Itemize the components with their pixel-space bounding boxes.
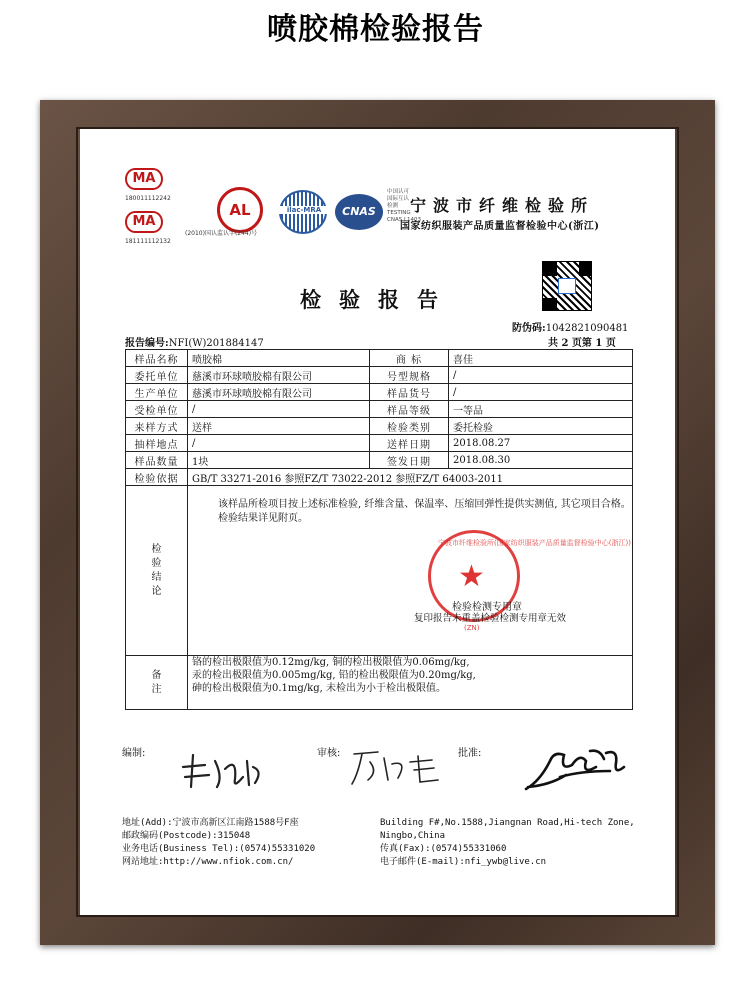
field-value: 1块 [188,452,370,469]
field-label: 号型规格 [370,367,449,384]
field-label: 样品名称 [126,350,188,367]
page-title: 喷胶棉检验报告 [267,12,484,47]
ma-logo-icon: MA [125,168,163,190]
table-row [126,418,633,435]
field-value: 喜佳 [449,350,633,367]
field-label: 样品数量 [126,452,188,469]
field-label: 委托单位 [126,367,188,384]
conclusion-text: 该样品所检项目按上述标准检验, 纤维含量、保温率、压缩回弹性提供实测值, 其它项目合格。 [218,499,631,510]
footer-left: 地址(Add):宁波市高新区江南路1588号F座 邮政编码(Postcode):315048 业务电话(Business Tel):(0574)55331020 网站地址:http://www.nfiok.com.cn/ [122,818,316,867]
field-value: / [449,384,633,401]
seal-label: 检验检测专用章 [452,602,522,613]
qr-center-mark [558,278,576,294]
anti-fake-code: 防伪码:1042821090481 [512,323,629,334]
table-row [126,367,633,384]
field-label: 来样方式 [126,418,188,435]
seal-star-icon: ★ [458,559,485,594]
ma-number: 181111112132 [125,238,171,245]
approve-label: 批准: [458,748,482,759]
page-info: 共 2 页第 1 页 [548,338,616,349]
seal-note: 复印报告未重盖检验检测专用章无效 [414,613,567,624]
org-subtitle: 国家纺织服装产品质量监督检验中心(浙江) [400,221,600,232]
field-value: 2018.08.30 [449,452,633,469]
table-row [126,486,633,656]
seal-ring-text: 宁波市纤维检验所(国家纺织服装产品质量监督检验中心(浙江)) [438,539,631,547]
remark-line: 砷的检出极限值为0.1mg/kg, 未检出为小于检出极限值。 [192,683,446,694]
review-label: 审核: [317,748,341,759]
field-value: 2018.08.27 [449,435,633,452]
field-label: 商 标 [370,350,449,367]
table-row [126,656,633,710]
report-table [125,349,633,710]
reviewer-signature-icon [348,744,458,789]
remark-line: 铬的检出极限值为0.12mg/kg, 铜的检出极限值为0.06mg/kg, [192,657,470,668]
certificate-paper [80,129,675,915]
approver-signature-icon [520,741,640,796]
field-value: 一等品 [449,401,633,418]
ma-number: 180011112242 [125,195,171,202]
seal-code: (ZN) [464,624,480,632]
accreditation-logos [125,164,422,259]
field-label: 检验类别 [370,418,449,435]
remark-line: 汞的检出极限值为0.005mg/kg, 铅的检出极限值为0.20mg/kg, [192,670,476,681]
field-value: 慈溪市环球喷胶棉有限公司 [188,367,370,384]
field-label: 样品等级 [370,401,449,418]
report-title: 检验报告 [300,287,456,312]
table-row [126,452,633,469]
cnas-logo-icon: CNAS [335,194,383,230]
field-value: 送样 [188,418,370,435]
cal-caption: (2010)国认监认字(244)号 [185,230,258,237]
field-value: 喷胶棉 [188,350,370,367]
field-label: 生产单位 [126,384,188,401]
table-row [126,401,633,418]
table-row [126,469,633,486]
edit-label: 编制: [122,748,146,759]
ma-logo-icon: MA [125,211,163,233]
field-label: 受检单位 [126,401,188,418]
field-value: / [449,367,633,384]
editor-signature-icon [175,747,270,792]
footer-right: Building F#,No.1588,Jiangnan Road,Hi-tech Zone, Ningbo,China 传真(Fax):(0574)55331060 电子邮件(E-mail):nfi_ywb@live.cn [380,818,635,867]
remarks-cell [188,656,633,710]
field-value: / [188,435,370,452]
report-number: 报告编号:NFI(W)201884147 [125,338,264,349]
org-name: 宁波市纤维检验所 [410,196,595,215]
table-row [126,350,633,367]
cnas-caption: 中国认可 国际互认 检测 TESTING CNAS L1403 [387,189,422,223]
field-label: 签发日期 [370,452,449,469]
basis-label: 检验依据 [126,469,188,486]
table-row [126,384,633,401]
basis-value: GB/T 33271-2016 参照FZ/T 73022-2012 参照FZ/T 64003-2011 [188,469,633,486]
field-value: 慈溪市环球喷胶棉有限公司 [188,384,370,401]
conclusion-note: 检验结果详见附页。 [218,513,308,524]
conclusion-label: 检 验 结 论 [126,486,188,656]
field-label: 送样日期 [370,435,449,452]
table-row [126,435,633,452]
field-label: 抽样地点 [126,435,188,452]
conclusion-cell [188,486,633,656]
ilac-mra-logo-icon: ilac-MRA [279,190,327,234]
remarks-label: 备 注 [126,656,188,710]
cal-logo-icon: AL [217,187,263,233]
field-value: / [188,401,370,418]
field-value: 委托检验 [449,418,633,435]
field-label: 样品货号 [370,384,449,401]
